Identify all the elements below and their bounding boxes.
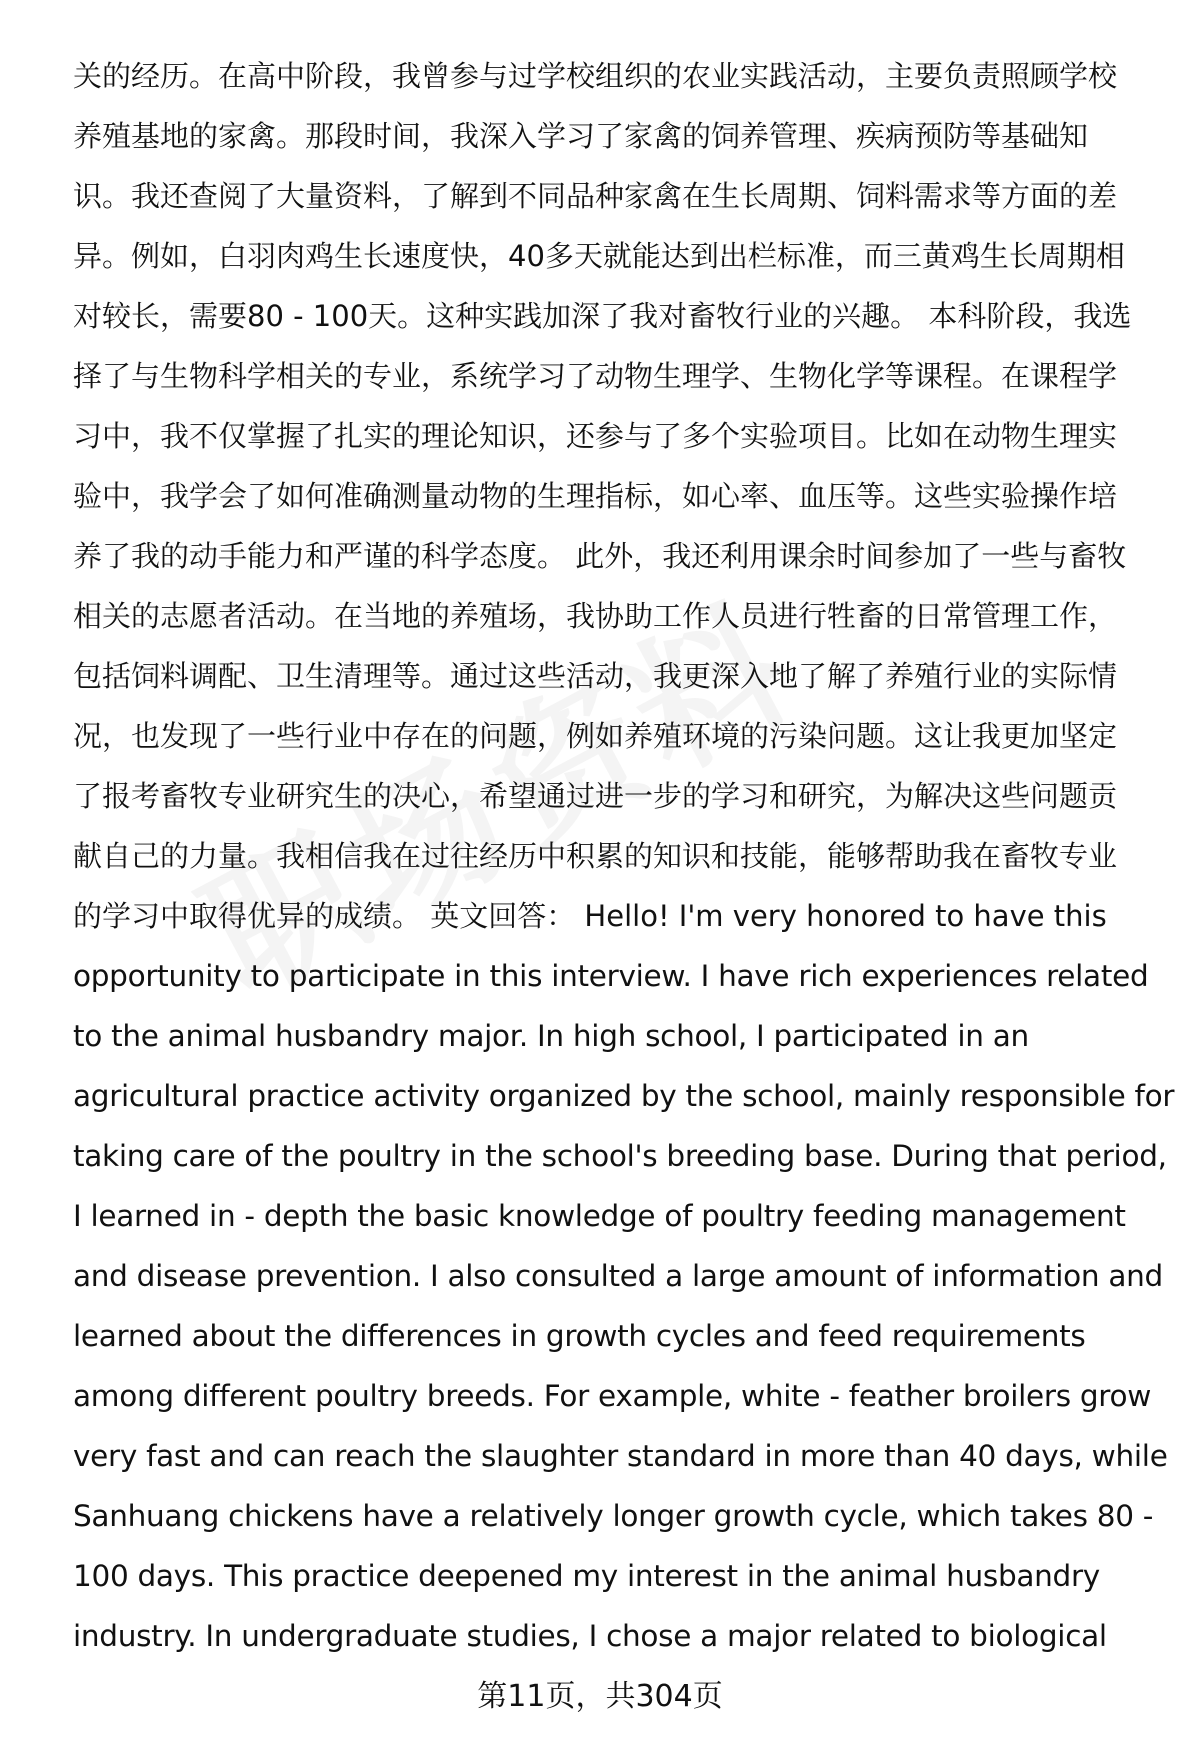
text-line: 习中，我不仅掌握了扎实的理论知识，还参与了多个实验项目。比如在动物生理实	[73, 419, 1118, 453]
text-line: learned about the differences in growth cycles and feed requirements	[73, 1319, 1086, 1353]
text-line: among different poultry breeds. For example, white - feather broilers grow	[73, 1379, 1152, 1413]
text-line: and disease prevention. I also consulted a large amount of information and	[73, 1259, 1163, 1293]
text-line: Sanhuang chickens have a relatively longer growth cycle, which takes 80 -	[73, 1499, 1154, 1533]
text-line: 养殖基地的家禽。那段时间，我深入学习了家禽的饲养管理、疾病预防等基础知	[73, 119, 1089, 153]
text-line: agricultural practice activity organized by the school, mainly responsible for	[73, 1079, 1175, 1113]
body-text	[73, 46, 1175, 1666]
text-line: very fast and can reach the slaughter standard in more than 40 days, while	[73, 1439, 1168, 1473]
text-line: 献自己的力量。我相信我在过往经历中积累的知识和技能，能够帮助我在畜牧专业	[73, 839, 1118, 873]
text-line: 100 days. This practice deepened my interest in the animal husbandry	[73, 1559, 1100, 1593]
text-line: 关的经历。在高中阶段，我曾参与过学校组织的农业实践活动，主要负责照顾学校	[73, 59, 1118, 93]
text-line: 养了我的动手能力和严谨的科学态度。 此外，我还利用课余时间参加了一些与畜牧	[73, 539, 1127, 573]
text-line: 识。我还查阅了大量资料，了解到不同品种家禽在生长周期、饲料需求等方面的差	[73, 179, 1118, 213]
text-line: 相关的志愿者活动。在当地的养殖场，我协助工作人员进行牲畜的日常管理工作，	[73, 599, 1118, 633]
text-line: 的学习中取得优异的成绩。 英文回答： Hello! I'm very honored to have this	[73, 899, 1107, 933]
text-line: taking care of the poultry in the school's breeding base. During that period,	[73, 1139, 1167, 1173]
text-line: 况，也发现了一些行业中存在的问题，例如养殖环境的污染问题。这让我更加坚定	[73, 719, 1118, 753]
text-line: opportunity to participate in this interview. I have rich experiences related	[73, 959, 1149, 993]
text-line: 了报考畜牧专业研究生的决心，希望通过进一步的学习和研究，为解决这些问题贡	[73, 779, 1118, 813]
text-line: industry. In undergraduate studies, I chose a major related to biological	[73, 1619, 1107, 1653]
text-line: 验中，我学会了如何准确测量动物的生理指标，如心率、血压等。这些实验操作培	[73, 479, 1118, 513]
page-number: 第11页，共304页	[477, 1679, 723, 1714]
text-line: I learned in - depth the basic knowledge of poultry feeding management	[73, 1199, 1126, 1233]
text-line: 择了与生物科学相关的专业，系统学习了动物生理学、生物化学等课程。在课程学	[73, 359, 1118, 393]
text-line: 对较长，需要80 - 100天。这种实践加深了我对畜牧行业的兴趣。 本科阶段，我选	[73, 299, 1132, 333]
text-line: 异。例如，白羽肉鸡生长速度快，40多天就能达到出栏标准，而三黄鸡生长周期相	[73, 239, 1125, 273]
text-line: 包括饲料调配、卫生清理等。通过这些活动，我更深入地了解了养殖行业的实际情	[73, 659, 1118, 693]
text-line: to the animal husbandry major. In high school, I participated in an	[73, 1019, 1029, 1053]
